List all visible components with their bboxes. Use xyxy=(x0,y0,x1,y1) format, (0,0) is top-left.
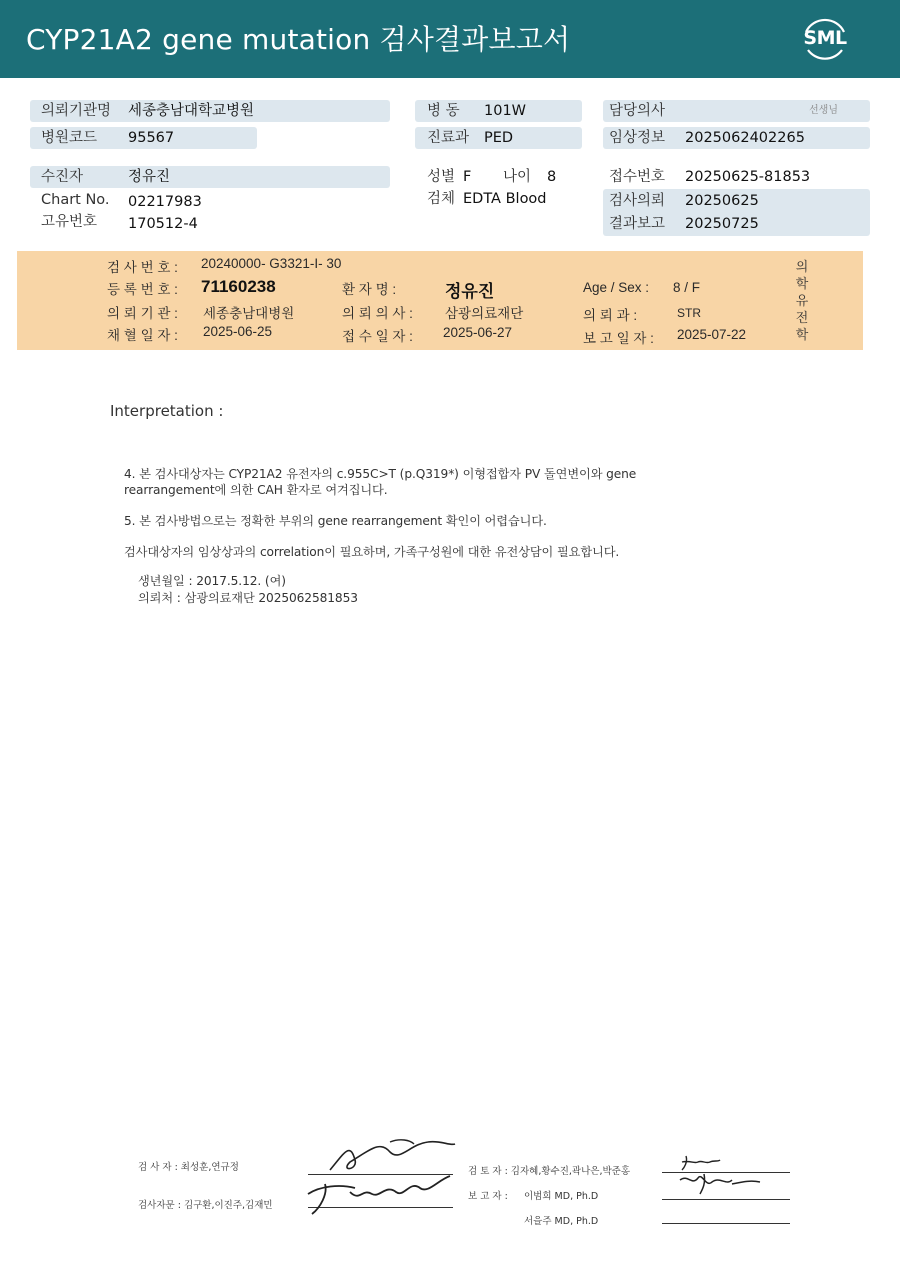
stamp-doctor-value: 삼광의료재단 xyxy=(445,306,524,321)
clinical-value: 2025062402265 xyxy=(685,130,805,146)
chart-no-value: 02217983 xyxy=(128,194,202,210)
institution-label: 의뢰기관명 xyxy=(41,103,112,119)
stamp-patient-label: 환 자 명 : xyxy=(342,282,397,297)
unique-no-label: 고유번호 xyxy=(41,214,98,230)
stamp-receive-label: 접 수 일 자 : xyxy=(342,329,413,344)
department-value: PED xyxy=(484,130,514,146)
report-title: CYP21A2 gene mutation 검사결과보고서 xyxy=(26,23,571,56)
reviewer-names: 검 토 자 : 김자혜,황수진,곽나은,박준홍 xyxy=(468,1166,630,1177)
reporter-label: 보 고 자 : xyxy=(468,1191,508,1202)
interpretation-title: Interpretation : xyxy=(110,402,224,420)
stamp-collect-value: 2025-06-25 xyxy=(203,324,273,339)
interpretation-note: 검사대상자의 임상상과의 correlation이 필요하며, 가족구성원에 대한 유전상담이 필요합니다. xyxy=(124,545,620,559)
stamp-reg-no-label: 등 록 번 호 : xyxy=(107,282,178,297)
sex-label: 성별 xyxy=(427,169,456,185)
stamp-test-no-label: 검 사 번 호 : xyxy=(107,260,178,275)
stamp-receive-value: 2025-06-27 xyxy=(443,325,513,340)
test-advisor-names: 검사자문 : 김구환,이진주,김재민 xyxy=(138,1200,273,1211)
specimen-stamp xyxy=(17,251,863,350)
stamp-age-sex-value: 8 / F xyxy=(673,280,701,295)
stamp-patient-value: 정유진 xyxy=(445,282,495,301)
reporter-1: 이범희 MD, Ph.D xyxy=(524,1191,599,1202)
hospital-code-label: 병원코드 xyxy=(41,130,98,146)
unique-no-value: 170512-4 xyxy=(128,216,198,232)
hospital-code-value: 95567 xyxy=(128,130,175,146)
receipt-no-label: 접수번호 xyxy=(609,169,666,185)
recipient-value: 정유진 xyxy=(128,169,171,185)
specimen-value: EDTA Blood xyxy=(463,191,547,207)
stamp-department-vertical: 의학유전학 xyxy=(795,260,809,343)
tester-names: 검 사 자 : 최성훈,연규정 xyxy=(138,1162,239,1173)
stamp-test-no-value: 20240000- G3321-I- 30 xyxy=(201,256,342,271)
doctor-suffix: 선생님 xyxy=(809,105,838,116)
specimen-label: 검체 xyxy=(427,191,456,207)
ward-value: 101W xyxy=(484,103,527,119)
reporter2-signature-line xyxy=(662,1223,790,1224)
stamp-report-value: 2025-07-22 xyxy=(677,327,747,342)
report-header xyxy=(0,0,900,78)
request-date-label: 검사의뢰 xyxy=(609,193,666,209)
stamp-doctor-label: 의 뢰 의 사 : xyxy=(342,306,413,321)
chart-no-label: Chart No. xyxy=(41,192,110,208)
ward-label: 병 동 xyxy=(427,103,460,119)
age-value: 8 xyxy=(547,169,557,185)
stamp-report-label: 보 고 일 자 : xyxy=(583,331,654,346)
doctor-label: 담당의사 xyxy=(609,103,666,119)
report-date-value: 20250725 xyxy=(685,216,759,232)
tester-signature-icon xyxy=(300,1132,470,1222)
sex-value: F xyxy=(463,169,472,185)
interpretation-item-5: 5. 본 검사방법으로는 정확한 부위의 gene rearrangement 확인이 어렵습니다. xyxy=(124,514,547,528)
reviewer-signature-icon xyxy=(672,1150,772,1198)
interpretation-item-4-line-2: rearrangement에 의한 CAH 환자로 여겨집니다. xyxy=(124,483,388,497)
report-date-label: 결과보고 xyxy=(609,216,666,232)
request-date-value: 20250625 xyxy=(685,193,759,209)
receipt-no-value: 20250625-81853 xyxy=(685,169,811,185)
logo-text: SML xyxy=(803,27,847,49)
stamp-institution-value: 세종충남대병원 xyxy=(203,306,295,321)
interpretation-item-4-line-1: 4. 본 검사대상자는 CYP21A2 유전자의 c.955C>T (p.Q319*) 이형접합자 PV 돌연변이와 gene xyxy=(124,467,637,481)
stamp-reg-no-value: 71160238 xyxy=(201,277,276,296)
recipient-row xyxy=(30,166,390,188)
stamp-collect-label: 채 혈 일 자 : xyxy=(107,328,178,343)
stamp-dept-label: 의 뢰 과 : xyxy=(583,308,638,323)
referrer: 의뢰처 : 삼광의료재단 2025062581853 xyxy=(138,591,358,605)
birth-date: 생년월일 : 2017.5.12. (여) xyxy=(138,574,286,588)
recipient-label: 수진자 xyxy=(41,169,84,185)
institution-value: 세종충남대학교병원 xyxy=(128,103,255,119)
reporter1-signature-line xyxy=(662,1199,790,1200)
stamp-dept-value: STR xyxy=(677,306,701,320)
sml-logo xyxy=(800,14,850,64)
age-label: 나이 xyxy=(503,169,532,185)
department-label: 진료과 xyxy=(427,130,470,146)
reporter-2: 서을주 MD, Ph.D xyxy=(524,1216,599,1227)
stamp-institution-label: 의 뢰 기 관 : xyxy=(107,306,178,321)
stamp-age-sex-label: Age / Sex : xyxy=(583,280,650,295)
clinical-label: 임상정보 xyxy=(609,130,666,146)
